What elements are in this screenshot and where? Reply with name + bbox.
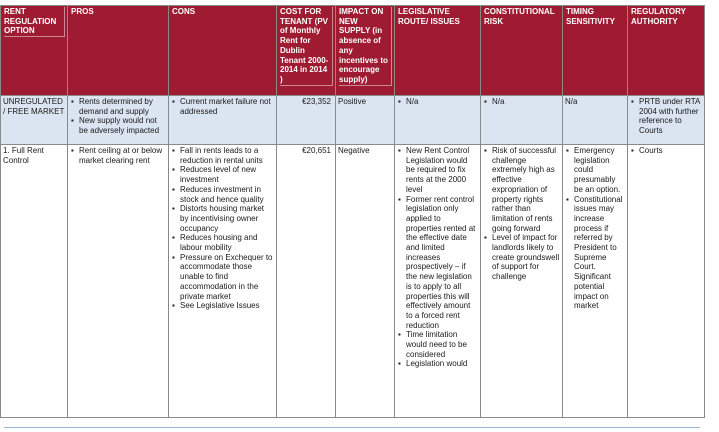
cell-cons — [169, 145, 277, 418]
header-option-label: RENT REGULATION OPTION — [4, 7, 65, 37]
bullet-item: ▪ New Rent Control Legislation would be required to fix rents at the 2000 level — [397, 146, 478, 195]
table-row — [1, 96, 705, 145]
cost-value: €20,651 — [302, 146, 331, 155]
impact-value: Negative — [338, 146, 370, 155]
cell-regulatory — [628, 96, 705, 145]
bullet-item: ▪ Reduces housing and labour mobility — [171, 233, 274, 252]
bullet-item: ▪ Reduces level of new investment — [171, 165, 274, 184]
header-timing — [563, 6, 628, 96]
cell-legislative — [395, 96, 481, 145]
cell-pros — [68, 96, 169, 145]
bullet-item: ▪ Risk of successful challenge extremely high as effective expropriation of property rights rather than limitation of rents going forward — [483, 146, 560, 233]
legislative-list — [397, 146, 478, 369]
header-cost — [277, 6, 336, 96]
header-regulatory — [628, 6, 705, 96]
bullet-item: ▪ Constitutional issues may increase process if referred by President to Supreme Court. Significant potential impact on market — [565, 195, 625, 311]
constitutional-list — [483, 146, 560, 282]
pros-list — [70, 146, 166, 165]
bullet-item: ▪ Courts — [630, 146, 702, 156]
header-pros-label: PROS — [71, 7, 94, 16]
header-row — [1, 6, 705, 96]
cell-regulatory — [628, 145, 705, 418]
cell-timing — [563, 96, 628, 145]
cell-pros — [68, 145, 169, 418]
header-regulatory-label: REGULATORY AUTHORITY — [631, 7, 686, 26]
header-constitutional-label: CONSTITUTIONAL RISK — [484, 7, 555, 26]
cell-cost — [277, 96, 336, 145]
header-cons — [169, 6, 277, 96]
option-label: 1. Full Rent Control — [3, 146, 44, 165]
bullet-item: ▪ N/a — [483, 97, 560, 107]
bullet-item: ▪ N/a — [397, 97, 478, 107]
bullet-item: ▪ Fall in rents leads to a reduction in rental units — [171, 146, 274, 165]
cost-value: €23,352 — [302, 97, 331, 106]
regulatory-list — [630, 146, 702, 156]
cell-impact — [336, 96, 395, 145]
header-timing-label: TIMING SENSITIVITY — [566, 7, 615, 26]
legislative-list — [397, 97, 478, 107]
timing-value: N/a — [565, 97, 578, 106]
table-row — [1, 145, 705, 418]
header-cost-label: COST FOR TENANT (PV of Monthly Rent for Dublin Tenant 2000-2014 in 2014 ) — [280, 7, 333, 86]
page-divider — [4, 427, 700, 428]
bullet-item: ▪ See Legislative Issues — [171, 301, 274, 311]
bullet-item: ▪ Rents determined by demand and supply — [70, 97, 166, 116]
bullet-item: ▪ Distorts housing market by incentivising owner occupancy — [171, 204, 274, 233]
timing-list — [565, 146, 625, 311]
bullet-item: ▪ Level of impact for landlords likely to create groundswell of support for challenge — [483, 233, 560, 282]
header-legislative-label: LEGISLATIVE ROUTE/ ISSUES — [398, 7, 460, 26]
cell-legislative — [395, 145, 481, 418]
cell-option — [1, 96, 68, 145]
bullet-item: ▪ Legislation would — [397, 359, 478, 369]
cons-list — [171, 146, 274, 311]
cell-cost — [277, 145, 336, 418]
header-legislative — [395, 6, 481, 96]
header-constitutional — [481, 6, 563, 96]
rent-regulation-table — [0, 5, 705, 418]
header-impact-label: IMPACT ON NEW SUPPLY (in absence of any incentives to encourage supply) — [339, 7, 392, 86]
cell-timing — [563, 145, 628, 418]
bullet-item: ▪ Reduces investment in stock and hence quality — [171, 185, 274, 204]
regulatory-list — [630, 97, 702, 136]
constitutional-list — [483, 97, 560, 107]
option-label: UNREGULATED / FREE MARKET — [3, 97, 65, 116]
bullet-item: ▪ New supply would not be adversely impacted — [70, 116, 166, 135]
bullet-item: ▪ Emergency legislation could presumably be an option. — [565, 146, 625, 195]
bullet-item: ▪ Time limitation would need to be considered — [397, 330, 478, 359]
cell-cons — [169, 96, 277, 145]
bullet-item: ▪ Rent ceiling at or below market clearing rent — [70, 146, 166, 165]
bullet-item: ▪ Pressure on Exchequer to accommodate those unable to find accommodation in the private market — [171, 253, 274, 302]
header-option — [1, 6, 68, 96]
header-cons-label: CONS — [172, 7, 196, 16]
bullet-item: ▪ PRTB under RTA 2004 with further reference to Courts — [630, 97, 702, 136]
cell-constitutional — [481, 96, 563, 145]
impact-value: Positive — [338, 97, 367, 106]
header-impact — [336, 6, 395, 96]
cons-list — [171, 97, 274, 116]
header-pros — [68, 6, 169, 96]
bullet-item: ▪ Current market failure not addressed — [171, 97, 274, 116]
pros-list — [70, 97, 166, 136]
cell-impact — [336, 145, 395, 418]
bullet-item: ▪ Former rent control legislation only applied to properties rented at the effective date and limited increases prospectively – if the new legislation is to apply to all properties this will effectively amount to a forced rent reduction — [397, 195, 478, 331]
cell-constitutional — [481, 145, 563, 418]
cell-option — [1, 145, 68, 418]
